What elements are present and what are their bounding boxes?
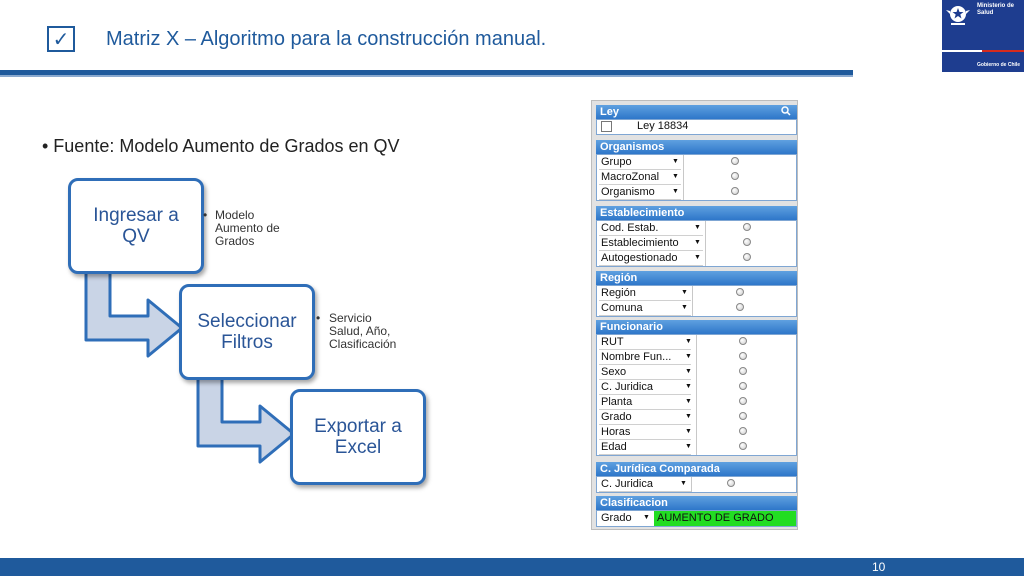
radio-icon[interactable] [731, 187, 739, 195]
note-step2: Servicio Salud, Año, Clasificación [329, 311, 397, 351]
check-icon: ✓ [47, 26, 75, 52]
selected-value-aumento-de-grado[interactable]: AUMENTO DE GRADO [654, 511, 796, 526]
radio-icon[interactable] [739, 337, 747, 345]
radio-icon[interactable] [739, 382, 747, 390]
establecimiento-header [596, 206, 797, 220]
dropdown-arrow-icon[interactable]: ▼ [685, 338, 692, 345]
dropdown-arrow-icon[interactable]: ▼ [685, 353, 692, 360]
radio-icon[interactable] [739, 412, 747, 420]
step-label: Seleccionar Filtros [197, 311, 297, 353]
field-sexo[interactable]: Sexo [599, 365, 691, 380]
note-step1: Modelo Aumento de Grados [215, 208, 280, 248]
dropdown-arrow-icon[interactable]: ▼ [672, 173, 679, 180]
dropdown-arrow-icon[interactable]: ▼ [685, 443, 692, 450]
field-grupo[interactable]: Grupo [599, 155, 681, 170]
step-seleccionar-filtros [179, 284, 315, 380]
organismos-header [596, 140, 797, 154]
funcionario-header [596, 320, 797, 334]
region-header [596, 271, 797, 285]
coat-of-arms-icon [944, 2, 972, 28]
dropdown-arrow-icon[interactable]: ▼ [672, 158, 679, 165]
step-label: Ingresar a QV [93, 205, 179, 247]
field-region[interactable]: Región [599, 286, 691, 301]
step-exportar-excel [290, 389, 426, 485]
radio-icon[interactable] [743, 238, 751, 246]
column-divider [683, 155, 684, 200]
logo-text-gobierno: Gobierno de Chile [977, 62, 1021, 68]
ley-value[interactable]: Ley 18834 [637, 120, 689, 132]
radio-icon[interactable] [743, 223, 751, 231]
step-ingresar-qv [68, 178, 204, 274]
field-horas[interactable]: Horas [599, 425, 691, 440]
radio-icon[interactable] [739, 442, 747, 450]
column-divider [692, 286, 693, 316]
dropdown-arrow-icon[interactable]: ▼ [672, 188, 679, 195]
radio-icon[interactable] [739, 367, 747, 375]
dropdown-arrow-icon[interactable]: ▼ [643, 514, 650, 521]
field-macrozonal[interactable]: MacroZonal [599, 170, 681, 185]
dropdown-arrow-icon[interactable]: ▼ [685, 383, 692, 390]
ley-title: Ley [600, 106, 619, 118]
radio-icon[interactable] [743, 253, 751, 261]
page-title: Matriz X – Algoritmo para la construcción manual. [106, 28, 547, 50]
clasificacion-header [596, 496, 797, 510]
juridica-comparada-title: C. Jurídica Comparada [600, 463, 720, 475]
field-rut[interactable]: RUT [599, 335, 691, 350]
field-grado[interactable]: Grado [599, 410, 691, 425]
logo-stripe-red [982, 50, 1024, 52]
dropdown-arrow-icon[interactable]: ▼ [681, 304, 688, 311]
funcionario-title: Funcionario [600, 321, 663, 333]
dropdown-arrow-icon[interactable]: ▼ [694, 239, 701, 246]
field-c-juridica[interactable]: C. Juridica [599, 380, 691, 395]
dropdown-arrow-icon[interactable]: ▼ [694, 224, 701, 231]
field-autogestionado[interactable]: Autogestionado [599, 251, 703, 266]
note-bullet: • [203, 208, 208, 222]
column-divider [691, 477, 692, 492]
field-organismo[interactable]: Organismo [599, 185, 681, 200]
radio-icon[interactable] [736, 288, 744, 296]
radio-icon[interactable] [731, 172, 739, 180]
ley-header [596, 105, 797, 119]
radio-icon[interactable] [731, 157, 739, 165]
dropdown-arrow-icon[interactable]: ▼ [685, 413, 692, 420]
page-number: 10 [872, 560, 886, 574]
dropdown-arrow-icon[interactable]: ▼ [685, 368, 692, 375]
column-divider [696, 335, 697, 455]
dropdown-arrow-icon[interactable]: ▼ [681, 289, 688, 296]
radio-icon[interactable] [739, 397, 747, 405]
field-cod-estab[interactable]: Cod. Estab. [599, 221, 703, 236]
search-icon[interactable] [780, 105, 792, 117]
dropdown-arrow-icon[interactable]: ▼ [694, 254, 701, 261]
field-grado-clasificacion[interactable]: Grado [601, 512, 632, 524]
field-edad[interactable]: Edad [599, 440, 691, 455]
field-planta[interactable]: Planta [599, 395, 691, 410]
logo-text-salud: Salud [977, 10, 994, 16]
juridica-comparada-header [596, 462, 797, 476]
dropdown-arrow-icon[interactable]: ▼ [685, 428, 692, 435]
establecimiento-title: Establecimiento [600, 207, 685, 219]
ley-checkbox[interactable] [601, 121, 612, 132]
radio-icon[interactable] [736, 303, 744, 311]
region-title: Región [600, 272, 638, 284]
logo-stripe [942, 50, 982, 52]
dropdown-arrow-icon[interactable]: ▼ [685, 398, 692, 405]
radio-icon[interactable] [739, 352, 747, 360]
column-divider [705, 221, 706, 266]
note-bullet: • [316, 311, 321, 325]
field-nombre[interactable]: Nombre Fun... [599, 350, 691, 365]
radio-icon[interactable] [739, 427, 747, 435]
step-label: Exportar a Excel [314, 416, 402, 458]
organismos-title: Organismos [600, 141, 665, 153]
logo-text-ministerio: Ministerio de [977, 3, 1015, 9]
ley-listbox[interactable] [596, 119, 797, 135]
radio-icon[interactable] [727, 479, 735, 487]
source-bullet: • Fuente: Modelo Aumento de Grados en QV [42, 136, 400, 156]
header-divider-shadow [0, 75, 853, 77]
dropdown-arrow-icon[interactable]: ▼ [680, 480, 687, 487]
field-c-juridica-comparada[interactable]: C. Juridica [599, 477, 691, 492]
field-comuna[interactable]: Comuna [599, 301, 691, 316]
clasificacion-title: Clasificacion [600, 497, 668, 509]
field-establecimiento[interactable]: Establecimiento [599, 236, 703, 251]
footer-bar [0, 558, 1024, 576]
